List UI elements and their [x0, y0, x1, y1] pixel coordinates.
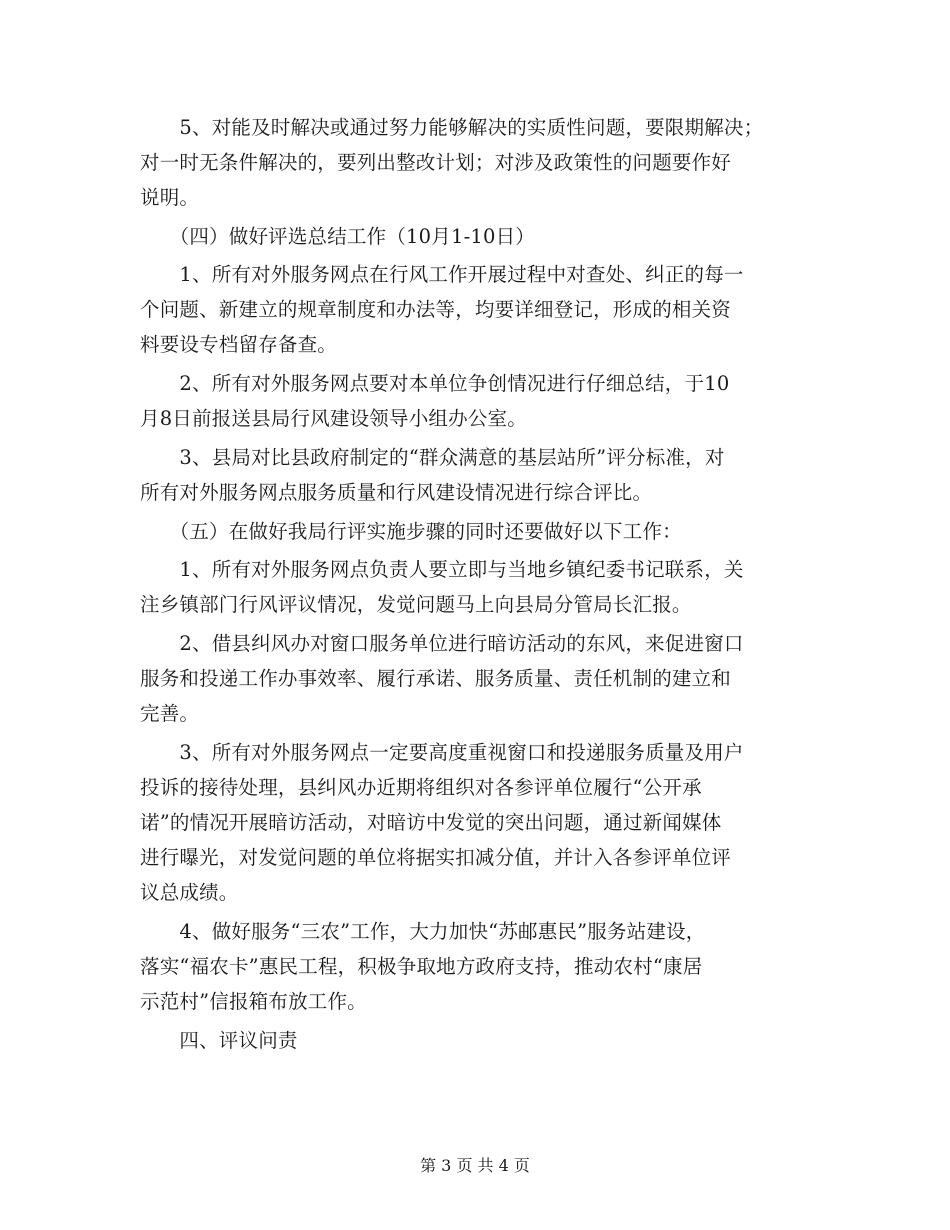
body-text-line: 投诉的接待处理，县纠风办近期将组织对各参评单位履行“公开承	[140, 776, 702, 799]
body-text-line: 议总成绩。	[140, 881, 239, 904]
body-text-line: 1、所有对外服务网点在行风工作开展过程中对查处、纠正的每一	[140, 263, 744, 286]
body-text-line: 个问题、新建立的规章制度和办法等，均要详细登记，形成的相关资	[140, 298, 732, 321]
section-heading: （五）在做好我局行评实施步骤的同时还要做好以下工作：	[140, 520, 682, 543]
body-text-line: 所有对外服务网点服务质量和行风建设情况进行综合评比。	[140, 481, 653, 504]
body-text-line: 1、所有对外服务网点负责人要立即与当地乡镇纪委书记联系，关	[140, 558, 744, 581]
body-text-line: 月8日前报送县局行风建设领导小组办公室。	[140, 407, 527, 430]
section-heading: （四）做好评选总结工作（10月1-10日）	[140, 225, 535, 248]
body-text-line: 落实“福农卡”惠民工程，积极争取地方政府支持，推动农村“康居	[140, 955, 703, 978]
body-text-line: 进行曝光，对发觉问题的单位将据实扣减分值，并计入各参评单位评	[140, 846, 732, 869]
body-text-line: 2、所有对外服务网点要对本单位争创情况进行仔细总结，于10	[140, 372, 730, 395]
body-text-line: 说明。	[140, 186, 200, 209]
body-text-line: 注乡镇部门行风评议情况，发觉问题马上向县局分管局长汇报。	[140, 593, 692, 616]
body-text-line: 5、对能及时解决或通过努力能够解决的实质性问题，要限期解决；	[140, 116, 764, 139]
body-text-line: 4、做好服务“三农”工作，大力加快“苏邮惠民”服务站建设，	[140, 920, 706, 943]
body-text-line: 3、县局对比县政府制定的“群众满意的基层站所”评分标准，对	[140, 446, 725, 469]
page-footer: 第 3 页 共 4 页	[420, 1156, 530, 1175]
body-text-line: 完善。	[140, 702, 200, 725]
body-text-line: 服务和投递工作办事效率、履行承诺、服务质量、责任机制的建立和	[140, 667, 732, 690]
body-text-line: 示范村”信报箱布放工作。	[140, 990, 367, 1013]
body-text-line: 2、借县纠风办对窗口服务单位进行暗访活动的东风，来促进窗口	[140, 632, 744, 655]
body-text-line: 对一时无条件解决的，要列出整改计划；对涉及政策性的问题要作好	[140, 151, 732, 174]
body-text-line: 诺”的情况开展暗访活动，对暗访中发觉的突出问题，通过新闻媒体	[140, 811, 722, 834]
body-text-line: 料要设专档留存备查。	[140, 333, 338, 356]
body-text-line: 3、所有对外服务网点一定要高度重视窗口和投递服务质量及用户	[140, 741, 744, 764]
section-heading: 四、评议问责	[140, 1029, 298, 1052]
